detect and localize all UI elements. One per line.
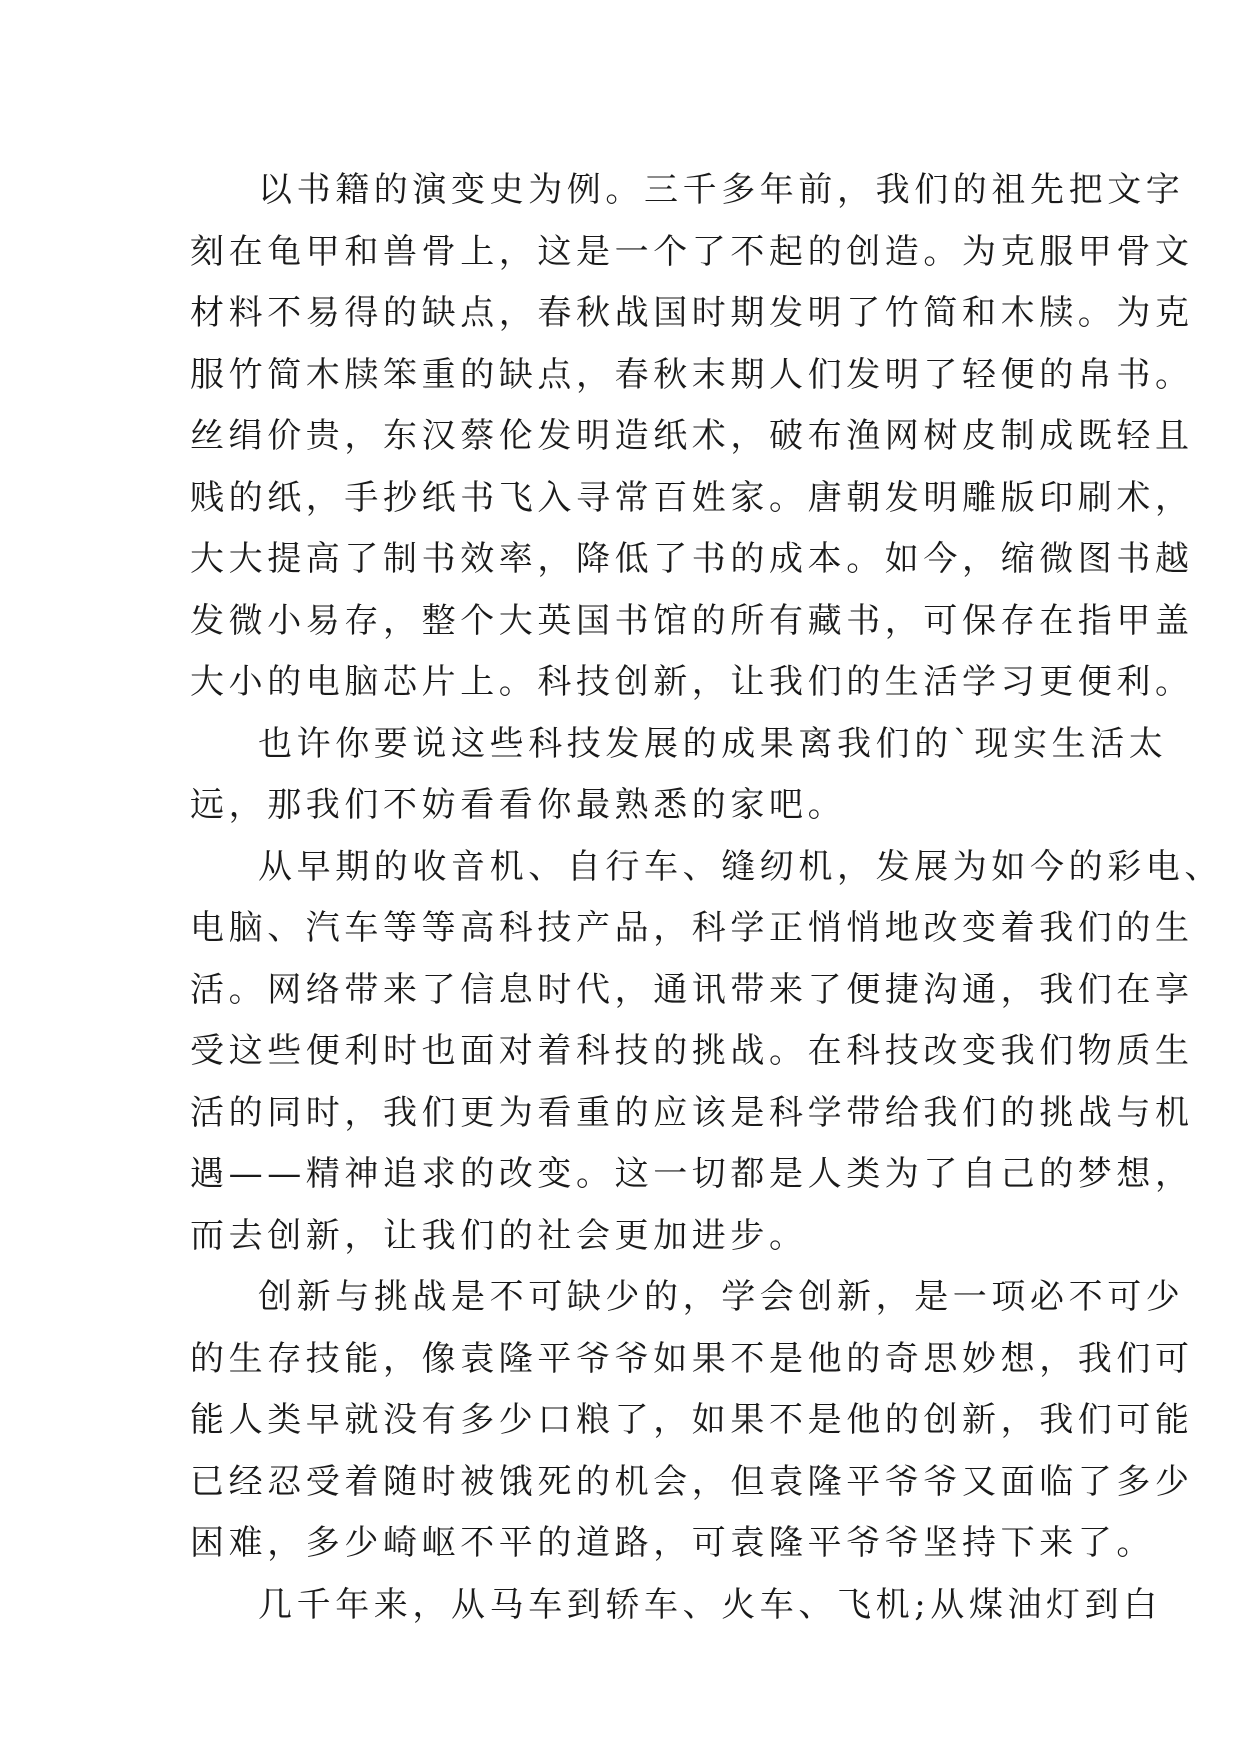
text-line: 的生存技能，像袁隆平爷爷如果不是他的奇思妙想，我们可 [190,1338,1194,1379]
body-text [190,160,1223,1636]
text-line: 刻在龟甲和兽骨上，这是一个了不起的创造。为克服甲骨文 [190,231,1194,272]
text-line: 贱的纸，手抄纸书飞入寻常百姓家。唐朝发明雕版印刷术， [190,477,1194,518]
text-line: 发微小易存，整个大英国书馆的所有藏书，可保存在指甲盖 [190,600,1194,641]
paragraph-first-line: 以书籍的演变史为例。三千多年前，我们的祖先把文字 [258,170,1185,210]
text-line: 活的同时，我们更为看重的应该是科学带给我们的挑战与机 [190,1092,1194,1133]
paragraph-first-line: 也许你要说这些科技发展的成果离我们的`现实生活太 [258,723,1168,764]
text-line: 困难，多少崎岖不平的道路，可袁隆平爷爷坚持下来了。 [190,1523,1155,1563]
text-line: 活。网络带来了信息时代，通讯带来了便捷沟通，我们在享 [190,969,1194,1010]
paragraph-first-line: 几千年来，从马车到轿车、火车、飞机;从煤油灯到白 [258,1584,1162,1625]
text-line: 材料不易得的缺点，春秋战国时期发明了竹简和木牍。为克 [190,293,1194,333]
text-line: 大小的电脑芯片上。科技创新，让我们的生活学习更便利。 [190,662,1194,702]
paragraph-first-line: 从早期的收音机、自行车、缝纫机，发展为如今的彩电、 [258,846,1223,887]
text-line: 远，那我们不妨看看你最熟悉的家吧。 [190,785,847,825]
text-line: 受这些便利时也面对着科技的挑战。在科技改变我们物质生 [190,1031,1194,1071]
text-line: 而去创新，让我们的社会更加进步。 [190,1215,808,1256]
text-line: 能人类早就没有多少口粮了，如果不是他的创新，我们可能 [190,1400,1194,1440]
text-line: 丝绢价贵，东汉蔡伦发明造纸术，破布渔网树皮制成既轻且 [190,416,1194,456]
text-line: 服竹简木牍笨重的缺点，春秋末期人们发明了轻便的帛书。 [190,354,1194,395]
text-line: 已经忍受着随时被饿死的机会，但袁隆平爷爷又面临了多少 [190,1461,1194,1502]
text-line: 电脑、汽车等等高科技产品，科学正悄悄地改变着我们的生 [190,908,1194,948]
text-line: 遇——精神追求的改变。这一切都是人类为了自己的梦想， [190,1154,1194,1194]
text-line: 大大提高了制书效率，降低了书的成本。如今，缩微图书越 [190,539,1194,579]
paragraph-first-line: 创新与挑战是不可缺少的，学会创新，是一项必不可少 [258,1277,1185,1317]
